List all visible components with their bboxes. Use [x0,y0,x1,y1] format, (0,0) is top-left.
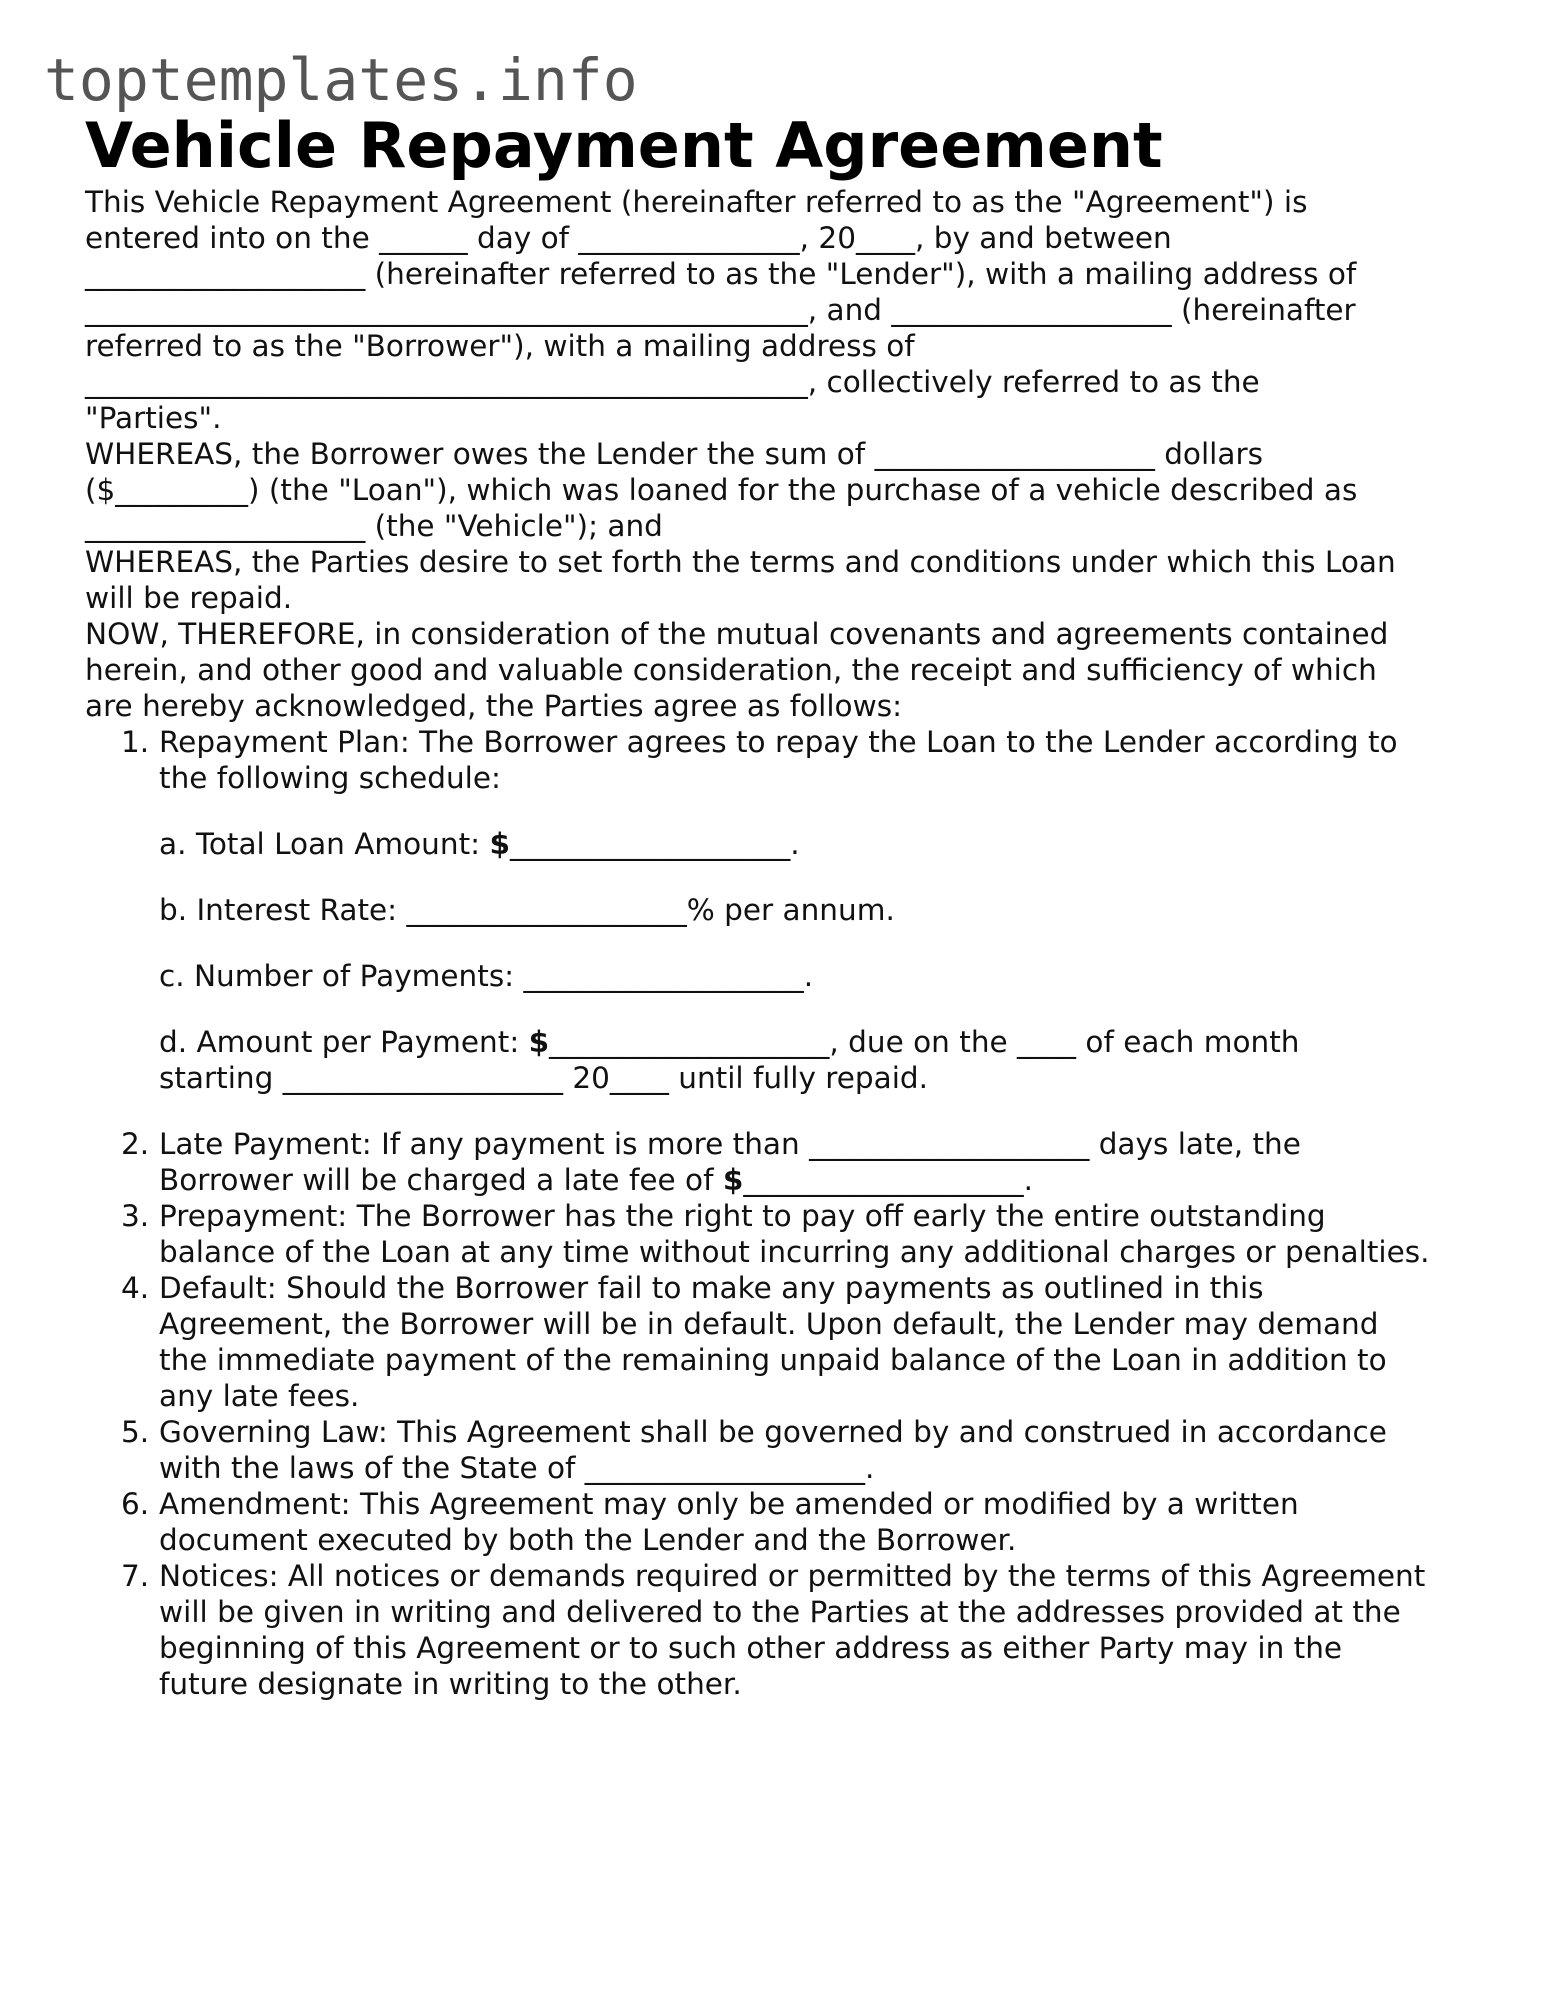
whereas-line: WHEREAS, the Parties desire to set forth the terms and conditions under which this Loan [85,545,1396,579]
intro-line: _________________________________________________, and ___________________ (hereinafter [85,293,1356,327]
schedule-label: d. Amount per Payment: [159,1025,529,1059]
term-number: 1. [121,725,150,759]
intro-line: _________________________________________________, collectively referred to as the [85,365,1260,399]
term-line: balance of the Loan at any time without incurring any additional charges or penalties. [159,1235,1430,1269]
term-number: 7. [121,1559,150,1593]
schedule-label: c. Number of Payments: ___________________. [159,959,814,993]
term-number: 6. [121,1487,150,1521]
whereas-line: will be repaid. [85,581,293,615]
dollar-sign: $ [722,1163,744,1197]
intro-line: referred to as the "Borrower"), with a mailing address of [85,329,915,363]
term-line: beginning of this Agreement or to such other address as either Party may in the [159,1631,1343,1665]
schedule-interest-rate [159,892,1485,928]
term-line: Late Payment: If any payment is more than ___________________ days late, the [159,1127,1301,1161]
term-blank: ___________________. [743,1163,1033,1197]
term-line: Agreement, the Borrower will be in default. Upon default, the Lender may demand [159,1307,1379,1341]
term-line: the following schedule: [159,761,501,795]
term-line: with the laws of the State of ___________________. [159,1451,875,1485]
term-line: Repayment Plan: The Borrower agrees to repay the Loan to the Lender according to [159,725,1398,759]
term-notices [85,1558,1485,1702]
intro-paragraph [85,184,1485,436]
term-prepayment [85,1198,1485,1270]
whereas-line: ___________________ (the "Vehicle"); and [85,509,663,543]
document-title: Vehicle Repayment Agreement [85,109,1163,182]
now-line: NOW, THEREFORE, in consideration of the mutual covenants and agreements contained [85,617,1389,651]
term-line: the immediate payment of the remaining unpaid balance of the Loan in addition to [159,1343,1387,1377]
document [85,108,1485,1702]
term-number: 4. [121,1271,150,1305]
term-line: Borrower will be charged a late fee of [159,1163,723,1197]
term-line: Prepayment: The Borrower has the right to pay off early the entire outstanding [159,1199,1326,1233]
schedule-label: b. Interest Rate: ___________________% per annum. [159,893,895,927]
intro-line: This Vehicle Repayment Agreement (hereinafter referred to as the "Agreement") is [85,185,1308,219]
term-line: Amendment: This Agreement may only be amended or modified by a written [159,1487,1299,1521]
term-amendment [85,1486,1485,1558]
schedule-line: starting ___________________ 20____ until fully repaid. [159,1061,929,1095]
term-line: Governing Law: This Agreement shall be governed by and construed in accordance [159,1415,1387,1449]
intro-line: ___________________ (hereinafter referred to as the "Lender"), with a mailing address of [85,257,1357,291]
term-number: 2. [121,1127,150,1161]
whereas-loan-paragraph [85,436,1485,544]
schedule-blank: ___________________, due on the ____ of each month [549,1025,1300,1059]
term-line: will be given in writing and delivered to the Parties at the addresses provided at the [159,1595,1401,1629]
term-line: document executed by both the Lender and the Borrower. [159,1523,1017,1557]
term-repayment-plan [85,724,1485,1096]
whereas-line: ($_________) (the "Loan"), which was loaned for the purchase of a vehicle described as [85,473,1358,507]
term-governing-law [85,1414,1485,1486]
term-line: any late fees. [159,1379,360,1413]
schedule-blank: ___________________. [510,827,800,861]
now-therefore-paragraph [85,616,1485,724]
term-late-payment [85,1126,1485,1198]
term-default [85,1270,1485,1414]
term-number: 5. [121,1415,150,1449]
intro-line: entered into on the ______ day of _______________, 20____, by and between [85,221,1172,255]
schedule-amount-per-payment [159,1024,1485,1096]
term-line: future designate in writing to the other. [159,1667,742,1701]
schedule-number-of-payments [159,958,1485,994]
term-line: Default: Should the Borrower fail to make any payments as outlined in this [159,1271,1264,1305]
schedule-total-loan-amount [159,826,1485,862]
intro-line: "Parties". [85,401,222,435]
dollar-sign: $ [489,827,510,861]
terms-list [85,724,1485,1702]
term-number: 3. [121,1199,150,1233]
dollar-sign: $ [528,1025,550,1059]
watermark: toptemplates.info [44,46,638,114]
term-line: Notices: All notices or demands required or permitted by the terms of this Agreement [159,1559,1426,1593]
whereas-terms-paragraph [85,544,1485,616]
schedule-label: a. Total Loan Amount: [159,827,490,861]
now-line: are hereby acknowledged, the Parties agree as follows: [85,689,903,723]
whereas-line: WHEREAS, the Borrower owes the Lender the sum of ___________________ dollars [85,437,1263,471]
repayment-schedule [159,826,1485,1096]
now-line: herein, and other good and valuable consideration, the receipt and sufficiency of which [85,653,1377,687]
